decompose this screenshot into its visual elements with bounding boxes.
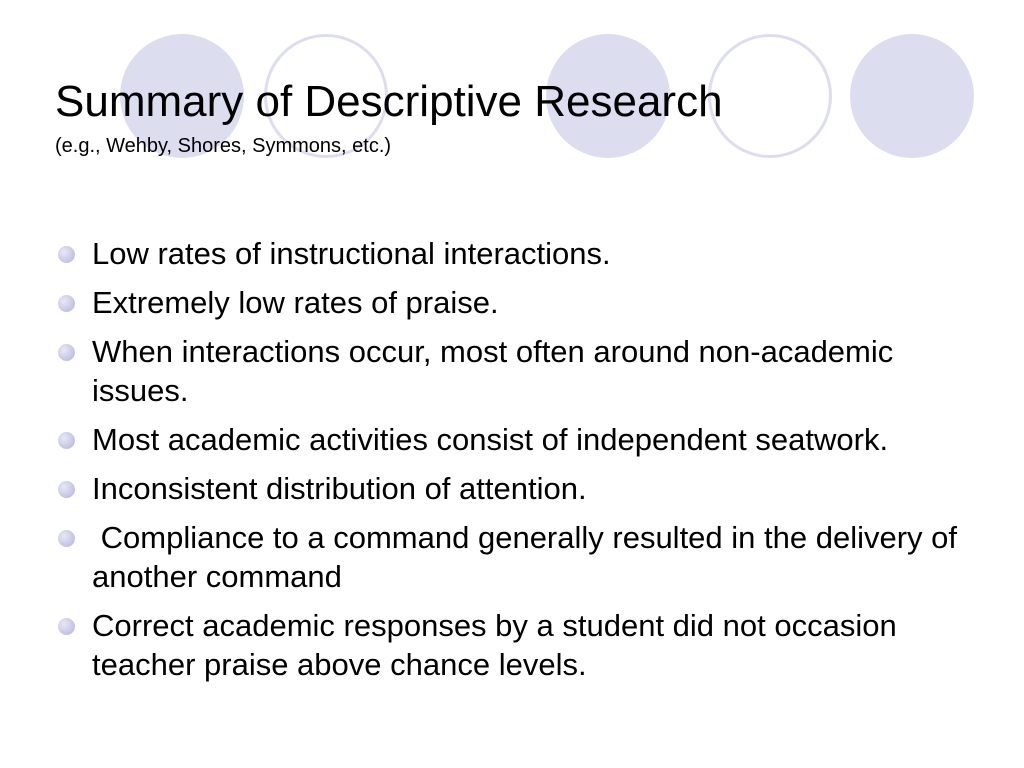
bullet-item — [58, 234, 988, 273]
bullet-icon — [58, 618, 75, 635]
bullet-item — [58, 332, 988, 410]
slide-subtitle: (e.g., Wehby, Shores, Symmons, etc.) — [55, 135, 392, 157]
bullet-item — [58, 518, 988, 596]
bullet-item — [58, 469, 988, 508]
bullet-icon — [58, 344, 75, 361]
slide-title: Summary of Descriptive Research — [55, 77, 723, 126]
bullet-item — [58, 283, 988, 322]
bullet-text: Extremely low rates of praise. — [92, 285, 499, 320]
bullet-text: Low rates of instructional interactions. — [92, 236, 611, 271]
bullet-text: Compliance to a command generally resulted in the delivery of another command — [92, 520, 966, 594]
bullet-icon — [58, 295, 75, 312]
decorative-circle-filled — [850, 34, 974, 158]
bullet-text: Correct academic responses by a student did not occasion teacher praise above chance levels. — [92, 608, 897, 682]
bullet-item — [58, 420, 988, 459]
bullet-icon — [58, 432, 75, 449]
bullet-icon — [58, 246, 75, 263]
bullet-text: Inconsistent distribution of attention. — [92, 471, 587, 506]
bullet-text: Most academic activities consist of independent seatwork. — [92, 422, 889, 457]
bullet-icon — [58, 530, 75, 547]
decorative-circle-outline — [708, 34, 832, 158]
bullet-text: When interactions occur, most often around non-academic issues. — [92, 334, 894, 408]
bullet-item — [58, 606, 988, 684]
bullet-list — [58, 234, 988, 694]
bullet-icon — [58, 481, 75, 498]
